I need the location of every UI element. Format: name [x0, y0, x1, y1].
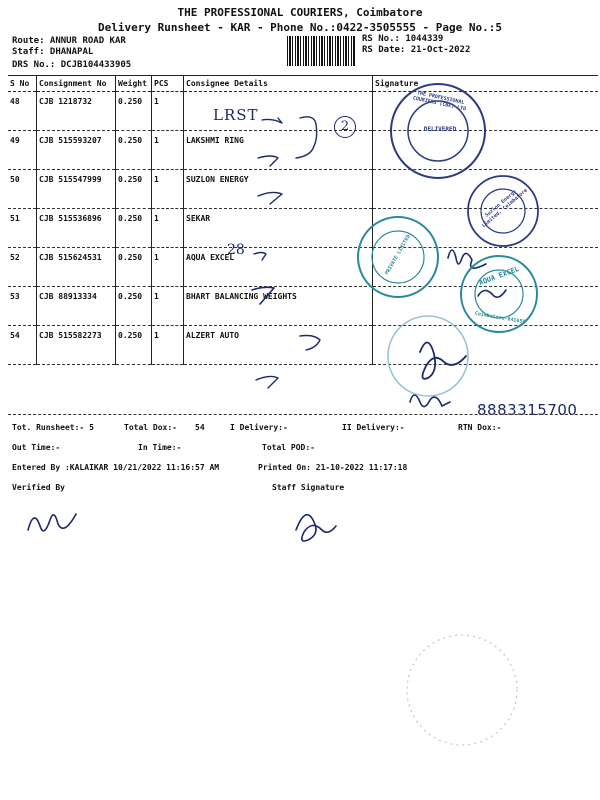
rs-date: RS Date: 21-Oct-2022	[362, 45, 471, 55]
company-title: THE PROFESSIONAL COURIERS, Coimbatore	[177, 6, 423, 19]
stamp1-text: THE PROFESSIONAL COURIERS (CBE) LTD	[412, 90, 467, 113]
entered-by: Entered By :KALAIKAR 10/21/2022 11:16:57 AM	[12, 463, 220, 472]
cell-pcs: 1	[152, 170, 184, 209]
col-pcs: PCS	[152, 76, 184, 92]
tick-mark-row50	[258, 192, 282, 204]
cell-sno: 53	[8, 287, 37, 326]
cell-consignment: CJB 515547999	[37, 170, 116, 209]
stamp-faded	[388, 316, 468, 396]
stamp4-title: AQUA EXCEL	[477, 265, 521, 287]
cell-sno: 51	[8, 209, 37, 248]
cell-consignee: LAKSHMI RING	[184, 131, 373, 170]
cell-sno: 50	[8, 170, 37, 209]
cell-weight: 0.250	[116, 131, 152, 170]
in-time: In Time:-	[138, 443, 182, 452]
cell-consignee: SEKAR	[184, 209, 373, 248]
cell-consignment: CJB 515582273	[37, 326, 116, 365]
stamp1-inner-text: DELIVERED	[423, 126, 457, 133]
tick-mark-row54	[256, 376, 278, 388]
cell-consignment: CJB 515624531	[37, 248, 116, 287]
verified-by-signature	[28, 514, 76, 531]
stamp2-text: Suzlon Energy Limited, Coimbatore	[481, 187, 529, 229]
cell-consignee: SUZLON ENERGY	[184, 170, 373, 209]
handwritten-phone-number: 8883315700	[477, 401, 578, 419]
cell-weight: 0.250	[116, 326, 152, 365]
cell-pcs: 1	[152, 209, 184, 248]
cell-consignee: AQUA EXCEL	[184, 248, 373, 287]
tick-mark-row49	[258, 156, 278, 166]
tick-mark-row52	[252, 287, 274, 304]
i-delivery: I Delivery:-	[230, 423, 288, 432]
tick-mark-row51	[254, 253, 266, 261]
cell-sno: 48	[8, 92, 37, 131]
handwritten-note-row48: LRST	[213, 106, 259, 124]
cell-consignment: CJB 515536896	[37, 209, 116, 248]
cell-sno: 54	[8, 326, 37, 365]
bracket-mark	[296, 117, 317, 158]
col-consignee: Consignee Details	[184, 76, 373, 92]
cell-consignee: ALZERT AUTO	[184, 326, 373, 365]
col-sno: S No	[8, 76, 37, 92]
out-time: Out Time:-	[12, 443, 61, 452]
circled-count: 2	[334, 116, 356, 138]
cell-consignee: BHART BALANCING WEIGHTS	[184, 287, 373, 326]
ii-delivery: II Delivery:-	[342, 423, 405, 432]
cell-weight: 0.250	[116, 209, 152, 248]
stamp3-text: PRIVATE LIMITED	[384, 233, 412, 277]
handwritten-note-row51: 28	[227, 242, 245, 258]
cell-weight: 0.250	[116, 92, 152, 131]
staff-signature-mark	[296, 515, 336, 541]
staff-signature-label: Staff Signature	[272, 483, 345, 492]
cell-consignment: CJB 88913334	[37, 287, 116, 326]
signature-row53	[420, 342, 466, 378]
cell-pcs: 1	[152, 248, 184, 287]
col-weight: Weight	[116, 76, 152, 92]
stamp4-subtitle: Coimbatore-641659	[474, 310, 526, 326]
tick-mark-row48	[262, 118, 282, 123]
signature-row51	[448, 250, 486, 268]
cell-pcs: 1	[152, 287, 184, 326]
cell-consignment: CJB 515593207	[37, 131, 116, 170]
rs-number: RS No.: 1044339	[362, 34, 444, 44]
verified-by-label: Verified By	[12, 483, 65, 492]
cell-sno: 52	[8, 248, 37, 287]
signature-row52	[478, 290, 506, 297]
col-signature: Signature	[373, 76, 599, 92]
route-label: Route: ANNUR ROAD KAR	[12, 36, 126, 46]
col-consignment: Consignment No	[37, 76, 116, 92]
totals-top-divider	[8, 414, 598, 415]
drs-number: DRS No.: DCJB104433905	[12, 60, 132, 70]
cell-pcs: 1	[152, 326, 184, 365]
total-dox-value: 54	[195, 423, 205, 432]
tick-mark-row53	[300, 336, 320, 351]
total-dox-label: Total Dox:-	[124, 423, 177, 432]
cell-sno: 49	[8, 131, 37, 170]
total-pod: Total POD:-	[262, 443, 315, 452]
runsheet-title: Delivery Runsheet - KAR - Phone No.:0422-3505555 - Page No.:5	[98, 21, 502, 34]
cell-weight: 0.250	[116, 287, 152, 326]
printed-on: Printed On: 21-10-2022 11:17:18	[258, 463, 408, 472]
cell-consignment: CJB 1218732	[37, 92, 116, 131]
tot-runsheet: Tot. Runsheet:- 5	[12, 423, 94, 432]
staff-label: Staff: DHANAPAL	[12, 47, 94, 57]
cell-pcs: 1	[152, 131, 184, 170]
bleed-through-mark	[407, 635, 517, 745]
cell-pcs: 1	[152, 92, 184, 131]
rtn-dox: RTN Dox:-	[458, 423, 502, 432]
cell-weight: 0.250	[116, 248, 152, 287]
cell-weight: 0.250	[116, 170, 152, 209]
